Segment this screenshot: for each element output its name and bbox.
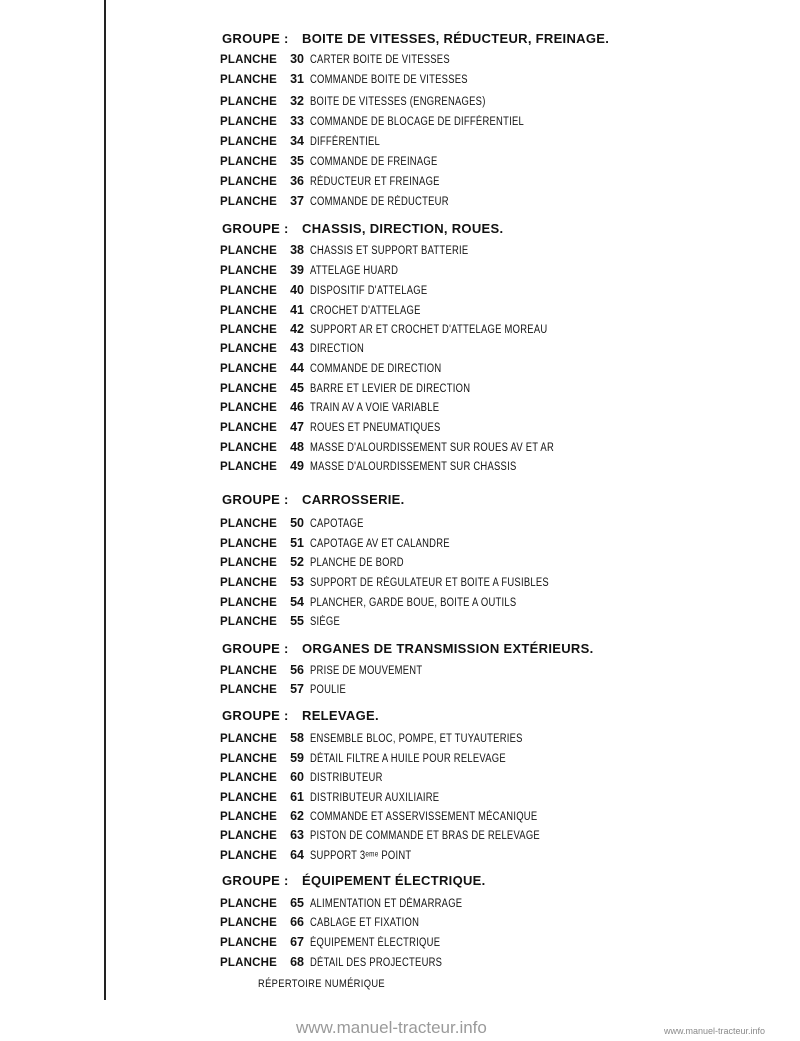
margin-rule — [104, 0, 106, 1000]
planche-row — [220, 94, 524, 113]
planche-title: DISPOSITIF D'ATTELAGE — [310, 285, 428, 297]
planche-title: PISTON DE COMMANDE ET BRAS DE RELEVAGE — [310, 830, 540, 842]
planche-row — [220, 154, 466, 173]
planche-title: COMMANDE ET ASSERVISSEMENT MÉCANIQUE — [310, 811, 538, 823]
planche-row — [220, 322, 600, 341]
planche-title: CROCHET D'ATTELAGE — [310, 305, 421, 317]
planche-label: PLANCHE — [220, 383, 277, 395]
planche-label: PLANCHE — [220, 772, 277, 784]
planche-row — [220, 809, 587, 828]
planche-label: PLANCHE — [220, 538, 277, 550]
planche-number: 61 — [290, 790, 304, 804]
planche-label: PLANCHE — [220, 74, 277, 86]
planche-label: PLANCHE — [220, 616, 277, 628]
planche-number: 53 — [290, 575, 304, 589]
planche-number: 44 — [290, 361, 304, 375]
group-label: GROUPE : — [222, 492, 289, 507]
planche-number: 57 — [290, 682, 304, 696]
group-heading — [222, 221, 503, 236]
planche-label: PLANCHE — [220, 811, 277, 823]
planche-title: TRAIN AV A VOIE VARIABLE — [310, 402, 440, 414]
planche-number: 54 — [290, 595, 304, 609]
planche-label: PLANCHE — [220, 557, 277, 569]
planche-title: CARTER BOITE DE VITESSES — [310, 54, 450, 66]
planche-label: PLANCHE — [220, 245, 277, 257]
planche-label: PLANCHE — [220, 850, 277, 862]
planche-label: PLANCHE — [220, 324, 277, 336]
planche-label: PLANCHE — [220, 96, 277, 108]
planche-label: PLANCHE — [220, 597, 277, 609]
planche-title: MASSE D'ALOURDISSEMENT SUR ROUES AV ET AR — [310, 442, 555, 454]
planche-row — [220, 283, 453, 302]
planche-label: PLANCHE — [220, 898, 277, 910]
planche-label: PLANCHE — [220, 753, 277, 765]
planche-row — [220, 341, 376, 360]
planche-title: DIFFÉRENTIEL — [310, 136, 381, 148]
planche-label: PLANCHE — [220, 402, 277, 414]
planche-number: 46 — [290, 400, 304, 414]
planche-number: 48 — [290, 440, 304, 454]
planche-title: ENSEMBLE BLOC, POMPE, ET TUYAUTERIES — [310, 733, 523, 745]
group-label: GROUPE : — [222, 873, 289, 888]
watermark[interactable]: www.manuel-tracteur.info — [296, 1018, 487, 1037]
planche-title: CAPOTAGE AV ET CALANDRE — [310, 538, 450, 550]
planche-title: ALIMENTATION ET DÉMARRAGE — [310, 898, 463, 910]
planche-title: SUPPORT AR ET CROCHET D'ATTELAGE MOREAU — [310, 324, 548, 336]
group-title: ORGANES DE TRANSMISSION EXTÉRIEURS. — [302, 641, 594, 656]
planche-label: PLANCHE — [220, 363, 277, 375]
planche-label: PLANCHE — [220, 518, 277, 530]
planche-row — [220, 682, 354, 701]
planche-number: 40 — [290, 283, 304, 297]
planche-label: PLANCHE — [220, 665, 277, 677]
planche-number: 51 — [290, 536, 304, 550]
planche-title: DÉTAIL FILTRE A HUILE POUR RELEVAGE — [310, 753, 506, 765]
planche-number: 66 — [290, 915, 304, 929]
planche-label: PLANCHE — [220, 156, 277, 168]
planche-title: ÉQUIPEMENT ÉLECTRIQUE — [310, 937, 441, 949]
planche-row — [220, 896, 496, 915]
planche-number: 55 — [290, 614, 304, 628]
planche-row — [220, 828, 590, 847]
group-label: GROUPE : — [222, 31, 289, 46]
planche-title: SUPPORT 3ᵉᵐᵉ POINT — [310, 850, 412, 862]
planche-row — [220, 174, 468, 193]
planche-label: PLANCHE — [220, 733, 277, 745]
planche-row — [220, 731, 569, 750]
planche-title: ATTELAGE HUARD — [310, 265, 399, 277]
planche-row — [220, 915, 443, 934]
planche-row — [220, 303, 445, 322]
planche-title: COMMANDE BOITE DE VITESSES — [310, 74, 468, 86]
planche-label: PLANCHE — [220, 684, 277, 696]
planche-number: 62 — [290, 809, 304, 823]
planche-label: PLANCHE — [220, 957, 277, 969]
planche-label: PLANCHE — [220, 917, 277, 929]
planche-number: 49 — [290, 459, 304, 473]
planche-title: COMMANDE DE DIRECTION — [310, 363, 442, 375]
planche-row — [220, 72, 502, 91]
planche-label: PLANCHE — [220, 442, 277, 454]
planche-title: POULIE — [310, 684, 347, 696]
group-title: CARROSSERIE. — [302, 492, 405, 507]
planche-title: COMMANDE DE RÉDUCTEUR — [310, 196, 449, 208]
planche-title: DIRECTION — [310, 343, 365, 355]
planche-label: PLANCHE — [220, 196, 277, 208]
planche-number: 41 — [290, 303, 304, 317]
planche-title: DÉTAIL DES PROJECTEURS — [310, 957, 443, 969]
planche-label: PLANCHE — [220, 305, 277, 317]
planche-number: 37 — [290, 194, 304, 208]
group-label: GROUPE : — [222, 641, 289, 656]
planche-number: 68 — [290, 955, 304, 969]
group-title: CHASSIS, DIRECTION, ROUES. — [302, 221, 504, 236]
planche-number: 47 — [290, 420, 304, 434]
planche-row — [220, 263, 418, 282]
planche-label: PLANCHE — [220, 830, 277, 842]
planche-number: 56 — [290, 663, 304, 677]
planche-number: 60 — [290, 770, 304, 784]
planche-title: DISTRIBUTEUR AUXILIAIRE — [310, 792, 440, 804]
planche-number: 33 — [290, 114, 304, 128]
planche-row — [220, 935, 469, 954]
planche-row — [220, 361, 470, 380]
planche-number: 42 — [290, 322, 304, 336]
planche-title: CABLAGE ET FIXATION — [310, 917, 420, 929]
planche-title: BARRE ET LEVIER DE DIRECTION — [310, 383, 471, 395]
repertoire-numerique-entry: RÉPERTOIRE NUMÉRIQUE — [258, 978, 385, 990]
group-heading — [222, 641, 593, 656]
planche-row — [220, 52, 481, 71]
planche-row — [220, 790, 468, 809]
planche-label: PLANCHE — [220, 176, 277, 188]
group-heading — [222, 873, 486, 888]
group-title: ÉQUIPEMENT ÉLECTRIQUE. — [302, 873, 486, 888]
planche-row — [220, 420, 469, 439]
group-heading — [222, 492, 405, 507]
planche-number: 45 — [290, 381, 304, 395]
group-heading — [222, 31, 609, 46]
group-heading — [222, 708, 379, 723]
planche-title: COMMANDE DE FREINAGE — [310, 156, 438, 168]
planche-number: 35 — [290, 154, 304, 168]
planche-number: 39 — [290, 263, 304, 277]
planche-row — [220, 440, 608, 459]
planche-row — [220, 955, 471, 974]
planche-row — [220, 134, 395, 153]
planche-number: 30 — [290, 52, 304, 66]
planche-row — [220, 516, 375, 535]
planche-title: PLANCHE DE BORD — [310, 557, 404, 569]
planche-row — [220, 663, 447, 682]
planche-number: 67 — [290, 935, 304, 949]
planche-label: PLANCHE — [220, 577, 277, 589]
planche-label: PLANCHE — [220, 422, 277, 434]
planche-row — [220, 536, 481, 555]
planche-number: 63 — [290, 828, 304, 842]
group-label: GROUPE : — [222, 221, 289, 236]
watermark-small[interactable]: www.manuel-tracteur.info — [664, 1026, 766, 1036]
planche-title: COMMANDE DE BLOCAGE DE DIFFÉRENTIEL — [310, 116, 525, 128]
planche-number: 32 — [290, 94, 304, 108]
planche-label: PLANCHE — [220, 285, 277, 297]
planche-row — [220, 194, 479, 213]
planche-row — [220, 575, 601, 594]
planche-label: PLANCHE — [220, 54, 277, 66]
planche-row — [220, 381, 505, 400]
planche-row — [220, 243, 503, 262]
planche-title: PLANCHER, GARDE BOUE, BOITE A OUTILS — [310, 597, 517, 609]
planche-row — [220, 614, 347, 633]
planche-label: PLANCHE — [220, 792, 277, 804]
planche-label: PLANCHE — [220, 343, 277, 355]
planche-number: 31 — [290, 72, 304, 86]
planche-number: 52 — [290, 555, 304, 569]
planche-title: CHASSIS ET SUPPORT BATTERIE — [310, 245, 469, 257]
planche-number: 38 — [290, 243, 304, 257]
planche-label: PLANCHE — [220, 116, 277, 128]
planche-title: CAPOTAGE — [310, 518, 364, 530]
planche-label: PLANCHE — [220, 136, 277, 148]
planche-label: PLANCHE — [220, 937, 277, 949]
planche-row — [220, 770, 399, 789]
planche-title: ROUES ET PNEUMATIQUES — [310, 422, 441, 434]
planche-title: MASSE D'ALOURDISSEMENT SUR CHASSIS — [310, 461, 517, 473]
planche-number: 64 — [290, 848, 304, 862]
planche-title: DISTRIBUTEUR — [310, 772, 383, 784]
planche-number: 43 — [290, 341, 304, 355]
planche-number: 59 — [290, 751, 304, 765]
planche-label: PLANCHE — [220, 265, 277, 277]
planche-row — [220, 400, 468, 419]
planche-row — [220, 114, 571, 133]
planche-title: SIÈGE — [310, 616, 341, 628]
planche-row — [220, 555, 424, 574]
planche-row — [220, 751, 549, 770]
planche-number: 36 — [290, 174, 304, 188]
planche-number: 58 — [290, 731, 304, 745]
group-title: RELEVAGE. — [302, 708, 379, 723]
planche-title: RÉDUCTEUR ET FREINAGE — [310, 176, 440, 188]
planche-row — [220, 848, 434, 867]
planche-title: BOITE DE VITESSES (ENGRENAGES) — [310, 96, 486, 108]
planche-row — [220, 595, 562, 614]
planche-number: 65 — [290, 896, 304, 910]
planche-row — [220, 459, 562, 478]
planche-title: SUPPORT DE RÉGULATEUR ET BOITE A FUSIBLES — [310, 577, 549, 589]
planche-label: PLANCHE — [220, 461, 277, 473]
planche-number: 50 — [290, 516, 304, 530]
group-title: BOITE DE VITESSES, RÉDUCTEUR, FREINAGE. — [302, 31, 610, 46]
planche-number: 34 — [290, 134, 304, 148]
planche-title: PRISE DE MOUVEMENT — [310, 665, 423, 677]
group-label: GROUPE : — [222, 708, 289, 723]
